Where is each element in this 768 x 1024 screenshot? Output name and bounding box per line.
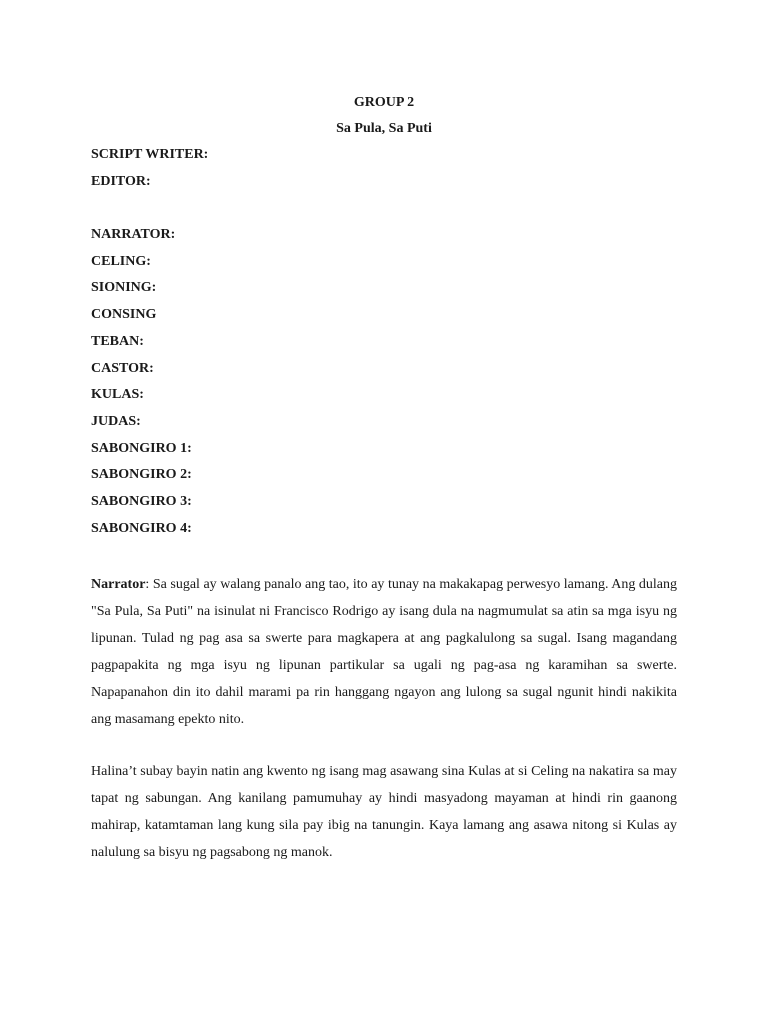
cast-castor: CASTOR: <box>91 360 154 376</box>
speaker-label: Narrator <box>91 577 146 592</box>
cast-sabongiro-2: SABONGIRO 2: <box>91 467 192 483</box>
cast-kulas: KULAS: <box>91 387 144 403</box>
credit-editor: EDITOR: <box>91 173 151 189</box>
cast-sabongiro-1: SABONGIRO 1: <box>91 440 192 456</box>
narrator-paragraph <box>91 571 677 733</box>
credit-script-writer: SCRIPT WRITER: <box>91 147 209 162</box>
role-list <box>91 146 208 546</box>
cast-sioning: SIONING: <box>91 280 157 296</box>
cast-teban: TEBAN: <box>91 333 144 349</box>
cast-consing: CONSING <box>91 307 157 323</box>
document-title: Sa Pula, Sa Puti <box>336 121 432 136</box>
cast-sabongiro-4: SABONGIRO 4: <box>91 520 192 536</box>
cast-narrator: NARRATOR: <box>91 227 176 243</box>
paragraph-text: : Sa sugal ay walang panalo ang tao, ito ay tunay na makakapag perwesyo lamang. Ang dulang "Sa Pula, Sa Puti" na isinulat ni Francisco Rodrigo ay isang dula na nagmumulat sa atin sa mga isyu ng lipunan. Tulad ng pag asa sa swerte para magkapera at ang pagkalulong sa sugal. Isang magandang pagpapakita ng mga isyu ng lipunan partikular sa ugali ng pag-asa ng karamihan sa swerte. Napapanahon din ito dahil marami pa rin hanggang ngayon ang lulong sa sugal ngunit hindi nakikita ang masamang epekto nito. <box>91 577 677 727</box>
cast-sabongiro-3: SABONGIRO 3: <box>91 493 192 509</box>
cast-judas: JUDAS: <box>91 413 141 429</box>
story-paragraph: Halina’t subay bayin natin ang kwento ng isang mag asawang sina Kulas at si Celing na nakatira sa may tapat ng sabungan. Ang kanilang pamumuhay ay hindi masyadong mayaman at hindi rin gaanong mahirap, katamtaman lang kung sila pay ibig na tanungin. Kaya lamang ang asawa nitong si Kulas ay nalulung sa bisyu ng pagsabong ng manok. <box>91 764 677 860</box>
group-heading: GROUP 2 <box>353 95 415 110</box>
cast-celing: CELING: <box>91 253 151 269</box>
